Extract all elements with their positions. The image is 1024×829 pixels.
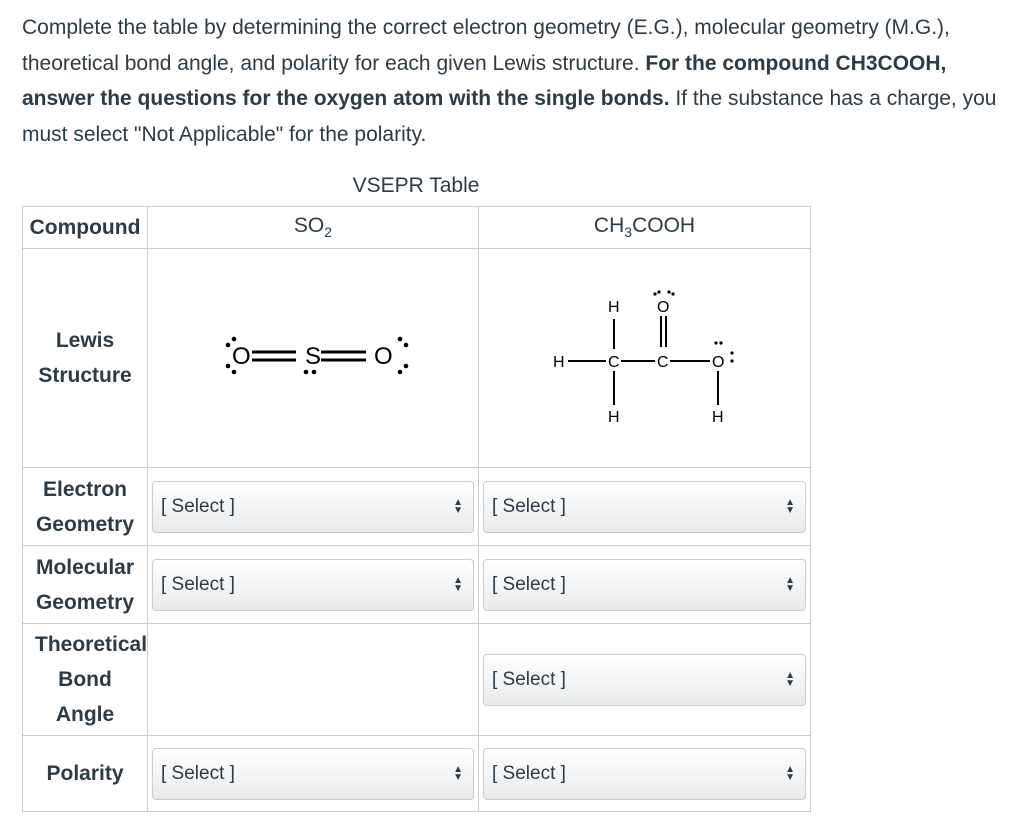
select-arrows-icon: ▲ ▼ [453,574,463,594]
ch3cooh-eg-select[interactable]: [ Select ] ▲ ▼ [483,481,806,533]
svg-text:S: S [305,343,322,370]
table-caption: VSEPR Table [352,174,480,197]
compound-header: Compound [23,207,148,249]
ch3cooh-angle-select[interactable]: [ Select ] ▲ ▼ [483,654,806,706]
lewis-label: Lewis Structure [23,249,148,468]
so2-eg-select[interactable]: [ Select ] ▲ ▼ [152,481,474,533]
ch3cooh-mg-select[interactable]: [ Select ] ▲ ▼ [483,559,806,611]
ch3cooh-polarity-select[interactable]: [ Select ] ▲ ▼ [483,748,806,800]
select-arrows-icon: ▲ ▼ [785,763,795,783]
svg-text:C: C [608,354,620,371]
select-arrows-icon: ▲ ▼ [785,496,795,516]
so2-angle-empty [148,624,479,736]
ch3cooh-lewis-structure [479,249,811,468]
select-arrows-icon: ▲ ▼ [785,574,795,594]
mg-label: Molecular Geometry [23,546,148,624]
so2-mg-select[interactable]: [ Select ] ▲ ▼ [152,559,474,611]
angle-label: Theoretical Bond Angle [23,624,148,736]
svg-text:O: O [657,299,670,316]
svg-text:H: H [608,409,620,426]
svg-text:C: C [657,354,669,371]
svg-text:H: H [608,299,620,316]
select-arrows-icon: ▲ ▼ [785,669,795,689]
so2-header: $SO_2$ [148,207,479,249]
svg-text:O: O [232,343,251,370]
svg-text:O: O [374,343,393,370]
svg-text:H: H [553,354,565,371]
select-arrows-icon: ▲ ▼ [453,763,463,783]
ch3cooh-header: $CH_3COOH$ [479,207,811,249]
so2-polarity-select[interactable]: [ Select ] ▲ ▼ [152,748,474,800]
so2-lewis-structure [148,249,479,468]
instructions: Complete the table by determining the correct electron geometry (E.G.), molecular geometry (M.G.), theoretical bond angle, and polarity for each given Lewis structure. For the compound CH3COOH, answer the questions for the oxygen atom with the single bonds. If the substance has a charge, you must select "Not Applicable" for the polarity. [22,16,997,146]
svg-text:H: H [712,409,724,426]
vsepr-table [22,206,811,812]
polarity-label: Polarity [23,736,148,812]
select-arrows-icon: ▲ ▼ [453,496,463,516]
eg-label: Electron Geometry [23,468,148,546]
svg-text:O: O [712,354,725,371]
